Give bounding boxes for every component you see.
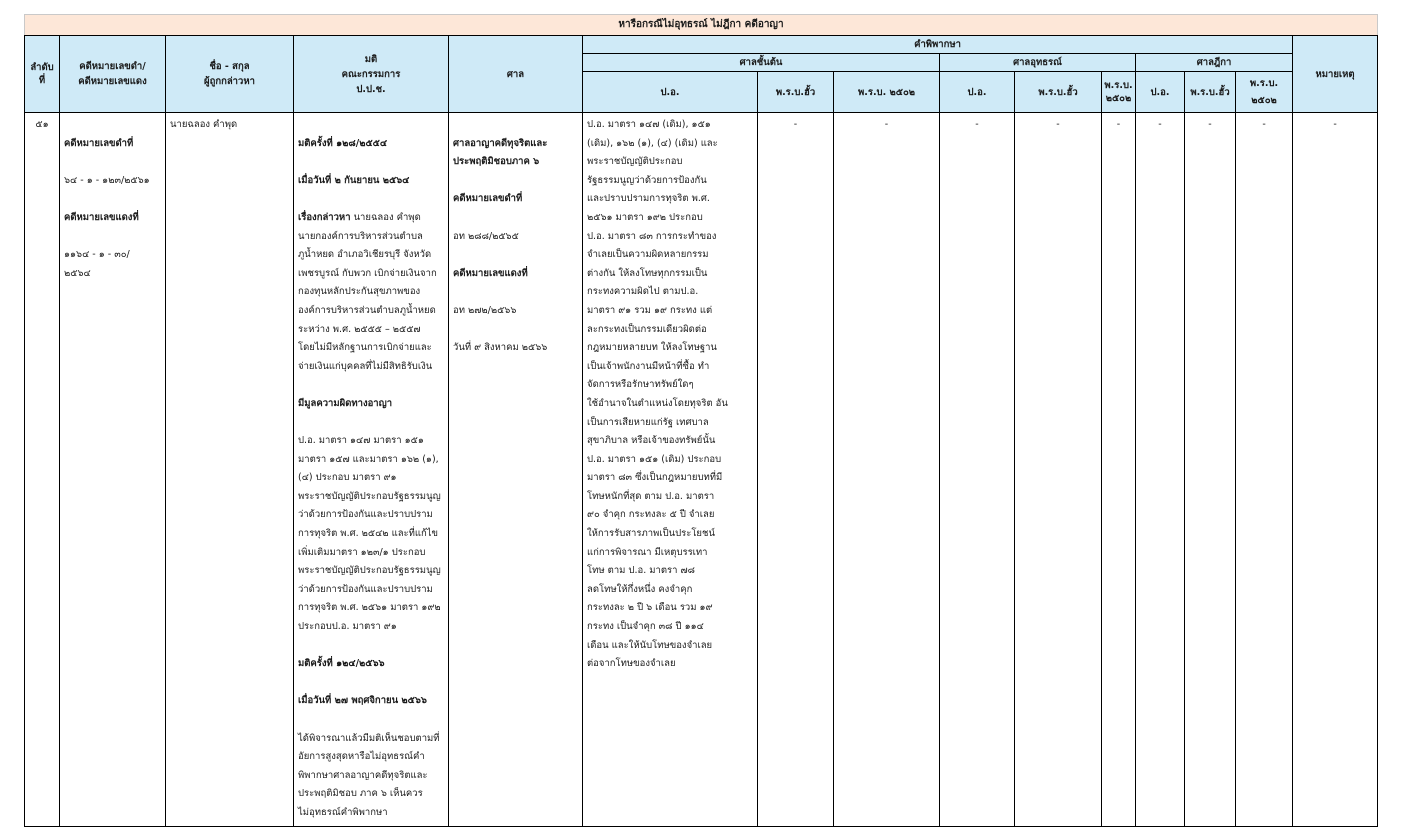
resolution-1-subject-label: เรื่องกล่าวหา bbox=[298, 211, 351, 223]
header-court: ศาล bbox=[449, 36, 583, 113]
header-remark: หมายเหตุ bbox=[1293, 36, 1378, 113]
case-table bbox=[24, 35, 1378, 827]
cell-remark: - bbox=[1293, 113, 1378, 827]
court-black-label: คดีหมายเลขดำที่ bbox=[453, 193, 523, 205]
court-name: ศาลอาญาคดีทุจริตและ ประพฤติมิชอบภาค ๖ bbox=[453, 137, 548, 168]
sub-header-pa: ป.อ. bbox=[1136, 72, 1185, 113]
resolution-1-date: เมื่อวันที่ ๒ กันยายน ๒๕๖๔ bbox=[298, 174, 410, 186]
cell-dash: - bbox=[1185, 113, 1236, 827]
court-red-label: คดีหมายเลขแดงที่ bbox=[453, 267, 528, 279]
cell-dash: - bbox=[1236, 113, 1293, 827]
cell-dash: - bbox=[940, 113, 1015, 827]
case-red-label: คดีหมายเลขแดงที่ bbox=[64, 211, 139, 223]
header-judgment: คำพิพากษา bbox=[583, 36, 1293, 54]
case-red-number: ๑๑๖๔ - ๑ - ๓๐/ ๒๕๖๔ bbox=[64, 249, 130, 279]
cell-dash: - bbox=[1015, 113, 1102, 827]
header-first-court: ศาลชั้นต้น bbox=[583, 54, 940, 72]
cell-dash: - bbox=[1102, 113, 1136, 827]
cell-dash: - bbox=[834, 113, 940, 827]
header-resolution: มติ คณะกรรมการ ป.ป.ช. bbox=[294, 36, 449, 113]
sub-header-act: พ.ร.บ.ฮั้ว bbox=[1185, 72, 1236, 113]
header-case-no: คดีหมายเลขดำ/ คดีหมายเลขแดง bbox=[60, 36, 166, 113]
cell-resolution bbox=[294, 113, 449, 827]
sub-header-2502: พ.ร.บ. ๒๕๐๒ bbox=[1102, 72, 1136, 113]
cell-dash: - bbox=[1136, 113, 1185, 827]
cell-court bbox=[449, 113, 583, 827]
resolution-2-date: เมื่อวันที่ ๒๗ พฤศจิกายน ๒๕๖๖ bbox=[298, 695, 427, 707]
resolution-2-title: มติครั้งที่ ๑๒๔/๒๕๖๖ bbox=[298, 658, 385, 670]
header-name: ชื่อ - สกุล ผู้ถูกกล่าวหา bbox=[166, 36, 294, 113]
cell-no: ๕๑ bbox=[25, 113, 60, 827]
header-supreme-court: ศาลฎีกา bbox=[1136, 54, 1293, 72]
resolution-1-subject: นายฉลอง คำพุด นายกองค์การบริหารส่วนตำบล ภูน้ำหยด อำเภอวิเชียรบุรี จังหวัด เพชรบูรณ์ กับพวก เบิกจ่ายเงินจาก กองทุนหลักประกันสุขภาพของ องค์การบริหารส่วนตำบลภูน้ำหยด ระหว่าง พ.ศ. ๒๕๕๕ – ๒๕๕๗ โดยไม่มีหลักฐานการเบิกจ่ายและ จ่ายเงินแก่บุคคลที่ไม่มีสิทธิรับเงิน bbox=[298, 211, 437, 372]
cell-judgment-pa: ป.อ. มาตรา ๑๔๗ (เดิม), ๑๕๑ (เดิม), ๑๖๒ (๑), (๔) (เดิม) และ พระราชบัญญัติประกอบ รัฐธรรมนูญว่าด้วยการป้องกัน และปราบปรามการทุจริต พ.ศ. ๒๕๖๑ มาตรา ๑๙๒ ประกอบ ป.อ. มาตรา ๘๓ การกระทำของ จำเลยเป็นความผิดหลายกรรม ต่างกัน ให้ลงโทษทุกกรรมเป็น กระทงความผิดไป ตามป.อ. มาตรา ๙๑ รวม ๑๙ กระทง แต่ ละกระทงเป็นกรรมเดียวผิดต่อ กฎหมายหลายบท ให้ลงโทษฐาน เป็นเจ้าพนักงานมีหน้าที่ซื้อ ทำ จัดการหรือรักษาทรัพย์ใดๆ ใช้อำนาจในตำแหน่งโดยทุจริต อัน เป็นการเสียหายแก่รัฐ เทศบาล สุขาภิบาล หรือเจ้าของทรัพย์นั้น ป.อ. มาตรา ๑๕๑ (เดิม) ประกอบ มาตรา ๘๓ ซึ่งเป็นกฎหมายบทที่มี โทษหนักที่สุด ตาม ป.อ. มาตรา ๙๐ จำคุก กระทงละ ๕ ปี จำเลย ให้การรับสารภาพเป็นประโยชน์ แก่การพิจารณา มีเหตุบรรเทา โทษ ตาม ป.อ. มาตรา ๗๘ ลดโทษให้กึ่งหนึ่ง คงจำคุก กระทงละ ๒ ปี ๖ เดือน รวม ๑๙ กระทง เป็นจำคุก ๓๘ ปี ๑๑๔ เดือน และให้นับโทษของจำเลย ต่อจากโทษของจำเลย bbox=[583, 113, 758, 827]
header-no: ลำดับที่ bbox=[25, 36, 60, 113]
case-black-label: คดีหมายเลขดำที่ bbox=[64, 137, 134, 149]
sub-header-pa: ป.อ. bbox=[940, 72, 1015, 113]
court-black-number: อท ๒๘๘/๒๕๖๕ bbox=[453, 230, 519, 242]
table-row bbox=[25, 113, 1378, 827]
document-page bbox=[24, 14, 1378, 827]
court-date: วันที่ ๙ สิงหาคม ๒๕๖๖ bbox=[453, 342, 548, 354]
cell-case-no bbox=[60, 113, 166, 827]
resolution-1-title: มติครั้งที่ ๑๒๘/๒๕๕๔ bbox=[298, 137, 388, 149]
resolution-1-guilt: มีมูลความผิดทางอาญา bbox=[298, 397, 393, 409]
header-appeal-court: ศาลอุทธรณ์ bbox=[940, 54, 1136, 72]
cell-name: นายฉลอง คำพุด bbox=[166, 113, 294, 827]
cell-dash: - bbox=[758, 113, 834, 827]
sub-header-pa: ป.อ. bbox=[583, 72, 758, 113]
sub-header-2502: พ.ร.บ. ๒๕๐๒ bbox=[1236, 72, 1293, 113]
resolution-2-text: ได้พิจารณาแล้วมีมติเห็นชอบตามที่ อัยการสูงสุดหารือไม่อุทธรณ์คำ พิพากษาศาลอาญาคดีทุจริตและ ประพฤติมิชอบ ภาค ๖ เห็นควร ไม่อุทธรณ์คำพิพากษา bbox=[298, 732, 440, 818]
sub-header-act: พ.ร.บ.ฮั้ว bbox=[1015, 72, 1102, 113]
sub-header-2502: พ.ร.บ. ๒๕๐๒ bbox=[834, 72, 940, 113]
banner-title: หารือกรณีไม่อุทธรณ์ ไม่ฎีกา คดีอาญา bbox=[24, 14, 1378, 35]
court-red-number: อท ๒๗๒/๒๕๖๖ bbox=[453, 304, 517, 316]
resolution-1-laws: ป.อ. มาตรา ๑๔๗ มาตรา ๑๕๑ มาตรา ๑๕๗ และมาตรา ๑๖๒ (๑), (๔) ประกอบ มาตรา ๙๑ พระราชบัญญัติประกอบรัฐธรรมนูญ ว่าด้วยการป้องกันและปราบปราม การทุจริต พ.ศ. ๒๕๔๒ และที่แก้ไข เพิ่มเติมมาตรา ๑๒๓/๑ ประกอบ พระราชบัญญัติประกอบรัฐธรรมนูญ ว่าด้วยการป้องกันและปราบปราม การทุจริต พ.ศ. ๒๕๖๑ มาตรา ๑๙๒ ประกอบป.อ. มาตรา ๙๑ bbox=[298, 435, 441, 633]
case-black-number: ๖๔ - ๑ - ๑๒๓/๒๕๖๑ bbox=[64, 174, 150, 186]
sub-header-act: พ.ร.บ.ฮั้ว bbox=[758, 72, 834, 113]
